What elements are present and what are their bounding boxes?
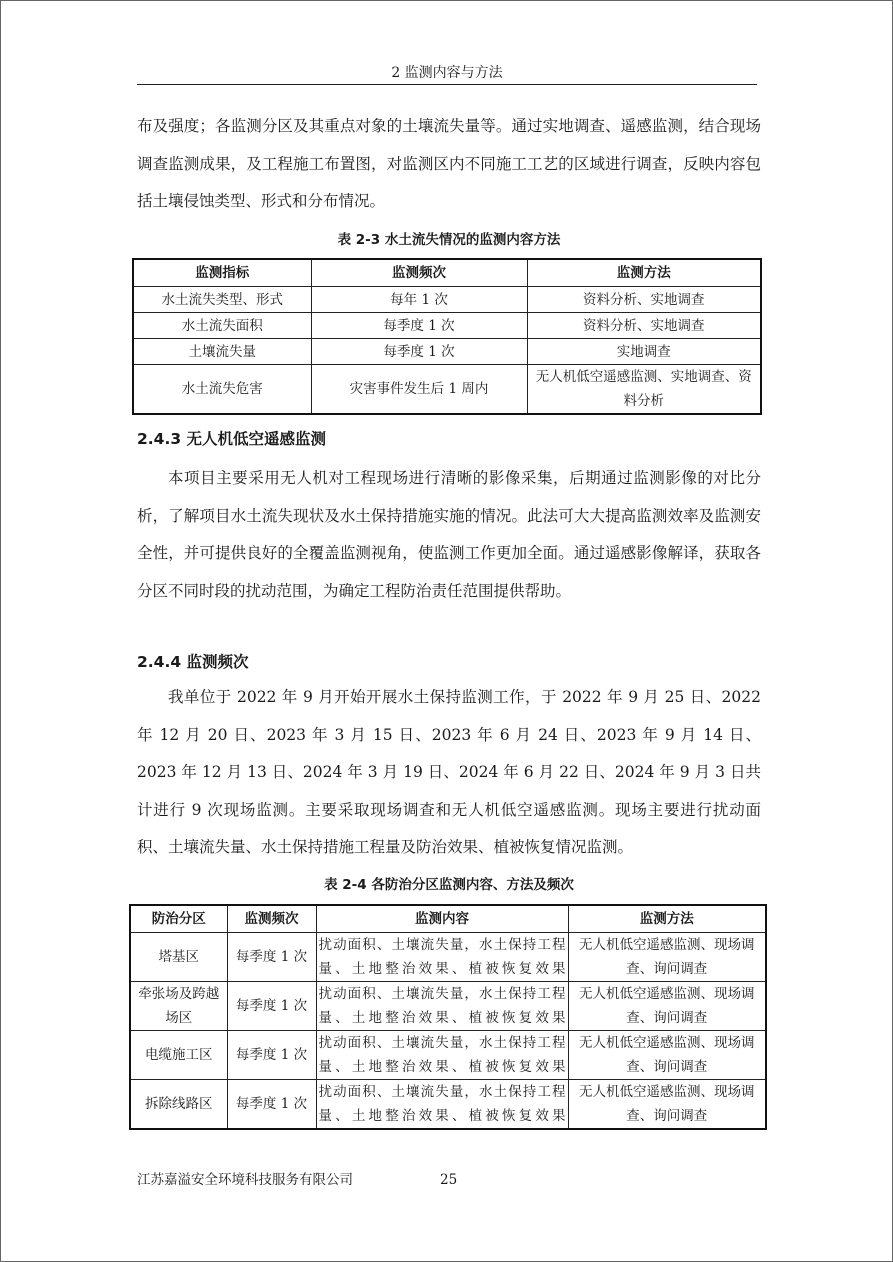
table-cell: 土壤流失量 <box>133 339 311 365</box>
table-cell: 扰动面积、土壤流失量，水土保持工程量、土地整治效果、植被恢复效果 <box>316 1080 568 1130</box>
table-cell: 灾害事件发生后 1 周内 <box>311 365 527 415</box>
table-cell: 水土流失类型、形式 <box>133 287 311 313</box>
table-cell: 水土流失危害 <box>133 365 311 415</box>
table-cell: 水土流失面积 <box>133 313 311 339</box>
table-cell: 每季度 1 次 <box>227 933 316 982</box>
header-cell: 防治分区 <box>130 905 227 933</box>
table-cell: 每季度 1 次 <box>311 339 527 365</box>
table-cell: 牵张场及跨越场区 <box>130 982 227 1031</box>
table-2-3-caption: 表 2-3 水土流失情况的监测内容方法 <box>337 232 561 248</box>
table-row <box>133 313 761 339</box>
table-cell: 扰动面积、土壤流失量，水土保持工程量、土地整治效果、植被恢复效果 <box>316 982 568 1031</box>
table-cell: 扰动面积、土壤流失量，水土保持工程量、土地整治效果、植被恢复效果 <box>316 933 568 982</box>
table-row <box>130 933 766 982</box>
table-cell: 塔基区 <box>130 933 227 982</box>
section-heading-2-4-3: 2.4.3 无人机低空遥感监测 <box>137 430 327 448</box>
table-header-row <box>130 905 766 933</box>
table-2-4-caption: 表 2-4 各防治分区监测内容、方法及频次 <box>324 877 574 893</box>
table-row <box>133 287 761 313</box>
table-cell: 扰动面积、土壤流失量，水土保持工程量、土地整治效果、植被恢复效果 <box>316 1031 568 1080</box>
table-cell: 无人机低空遥感监测、现场调查、询问调查 <box>568 982 766 1031</box>
footer-company: 江苏嘉溢安全环境科技服务有限公司 <box>137 1172 353 1188</box>
header-cell: 监测指标 <box>133 259 311 287</box>
table-cell: 资料分析、实地调查 <box>527 313 761 339</box>
table-cell: 实地调查 <box>527 339 761 365</box>
table-row <box>130 1080 766 1130</box>
paragraph-uav: 本项目主要采用无人机对工程现场进行清晰的影像采集，后期通过监测影像的对比分析，了解项目水土流失现状及水土保持措施实施的情况。此法可大大提高监测效率及监测安全性，并可提供良好的全覆盖监测视角，使监测工作更加全面。通过遥感影像解译，获取各分区不同时段的扰动范围，为确定工程防治责任范围提供帮助。 <box>137 469 761 600</box>
header-cell: 监测频次 <box>311 259 527 287</box>
table-cell: 无人机低空遥感监测、现场调查、询问调查 <box>568 1031 766 1080</box>
table-cell: 电缆施工区 <box>130 1031 227 1080</box>
header-cell: 监测内容 <box>316 905 568 933</box>
header-cell: 监测频次 <box>227 905 316 933</box>
paragraph-frequency: 我单位于 2022 年 9 月开始开展水土保持监测工作，于 2022 年 9 月 25 日、2022 年 12 月 20 日、2023 年 3 月 15 日、2023 年 6 月 24 日、2023 年 9 月 14 日、2023 年 12 月 13 日、2024 年 3 月 19 日、2024 年 6 月 22 日、2024 年 9 月 3 日共计进行 9 次现场监测。主要采取现场调查和无人机低空遥感监测。现场主要进行扰动面积、土壤流失量、水土保持措施工程量及防治效果、植被恢复情况监测。 <box>137 688 761 856</box>
table-2-4 <box>129 904 767 1130</box>
header-cell: 监测方法 <box>527 259 761 287</box>
table-cell: 无人机低空遥感监测、现场调查、询问调查 <box>568 1080 766 1130</box>
table-cell: 每季度 1 次 <box>227 1080 316 1130</box>
table-header-row <box>133 259 761 287</box>
table-row <box>130 982 766 1031</box>
table-cell: 资料分析、实地调查 <box>527 287 761 313</box>
header-cell: 监测方法 <box>568 905 766 933</box>
table-cell: 每季度 1 次 <box>227 1031 316 1080</box>
page-number: 25 <box>440 1172 458 1188</box>
table-cell: 无人机低空遥感监测、实地调查、资料分析 <box>527 365 761 415</box>
table-row <box>130 1031 766 1080</box>
table-row <box>133 339 761 365</box>
table-cell: 每年 1 次 <box>311 287 527 313</box>
table-2-3 <box>132 258 762 415</box>
section-heading-2-4-4: 2.4.4 监测频次 <box>137 653 249 671</box>
table-cell: 无人机低空遥感监测、现场调查、询问调查 <box>568 933 766 982</box>
paragraph-intro: 布及强度；各监测分区及其重点对象的土壤流失量等。通过实地调查、遥感监测，结合现场调查监测成果，及工程施工布置图，对监测区内不同施工工艺的区域进行调查，反映内容包括土壤侵蚀类型、形式和分布情况。 <box>137 117 761 210</box>
running-header: 2 监测内容与方法 <box>137 62 757 85</box>
table-cell: 每季度 1 次 <box>311 313 527 339</box>
table-cell: 拆除线路区 <box>130 1080 227 1130</box>
table-row <box>133 365 761 415</box>
table-cell: 每季度 1 次 <box>227 982 316 1031</box>
